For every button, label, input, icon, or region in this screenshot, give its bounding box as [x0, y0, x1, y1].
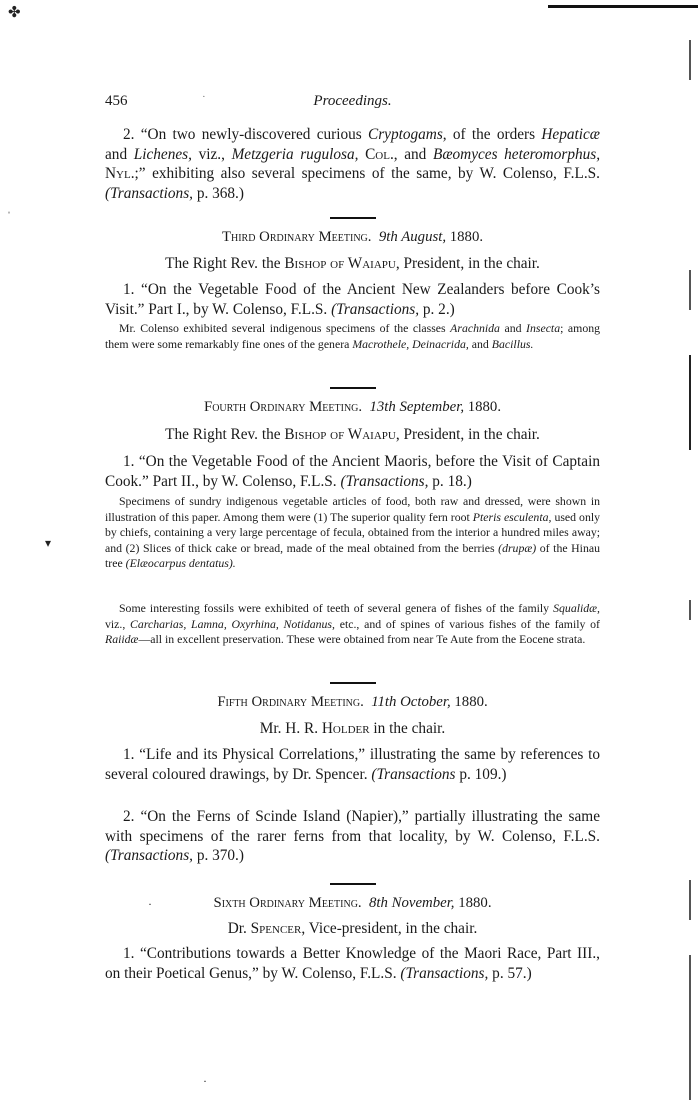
binding-shadow: [689, 955, 691, 1100]
fifth-meeting-item-1: 1. “Life and its Physical Correlations,” illustrating the same by references to several coloured drawings, by Dr. Spencer. (Transactions p. 109.): [105, 746, 600, 783]
third-meeting-note: Mr. Colenso exhibited several indigenous specimens of the classes Arachnida and Insecta; among them were some remarkably fine ones of the genera Macrothele, Deinacrida, and Bacillus.: [105, 321, 601, 351]
fifth-meeting-heading: Fifth Ordinary Meeting. 11th October, 1880.: [217, 694, 488, 710]
third-meeting-heading: Third Ordinary Meeting. 9th August, 1880.: [221, 229, 484, 245]
margin-speck-icon: ˈ: [7, 209, 11, 223]
running-title: Proceedings.: [313, 93, 392, 109]
binding-shadow: [689, 355, 691, 450]
section-rule: [105, 217, 600, 219]
fourth-meeting-heading: Fourth Ordinary Meeting. 13th September, 1880.: [203, 399, 502, 415]
corner-mark-icon: ✤: [8, 5, 21, 21]
binding-shadow: [689, 600, 691, 620]
fourth-meeting-note-2: Some interesting fossils were exhibited of teeth of several genera of fishes of the family Squalidæ, viz., Carcharias, Lamna, Oxyrhina, Notidanus, etc., and of spines of various fishes of the family of Raiidæ—all in excellent preservation. These were obtained from near Te Aute from the Eocene strata.: [105, 601, 600, 646]
third-meeting-chair: The Right Rev. the Bishop of Waiapu, President, in the chair.: [165, 255, 540, 272]
top-edge-rule: [548, 5, 698, 8]
margin-speck-icon: ·: [148, 897, 152, 911]
fifth-meeting-item-2: 2. “On the Ferns of Scinde Island (Napier),” partially illustrating the same with specimens of the rarer ferns from that locality, by W. Colenso, F.L.S. (Transactions, p. 370.): [105, 808, 600, 864]
page-number: 456: [105, 93, 128, 109]
margin-speck-icon: ▾: [45, 536, 52, 550]
fifth-meeting-chair: Mr. H. R. Holder in the chair.: [259, 720, 446, 737]
fourth-meeting-chair: The Right Rev. the Bishop of Waiapu, President, in the chair.: [165, 426, 540, 443]
third-meeting-item: 1. “On the Vegetable Food of the Ancient New Zealanders before Cook’s Visit.” Part I., by W. Colenso, F.L.S. (Transactions, p. 2.): [105, 281, 600, 318]
header-speck: ·: [202, 91, 206, 103]
sixth-meeting-item: 1. “Contributions towards a Better Knowledge of the Maori Race, Part III., on their Poetical Genus,” by W. Colenso, F.L.S. (Transactions, p. 57.): [105, 945, 600, 982]
margin-speck-icon: ·: [203, 1074, 207, 1088]
binding-shadow: [689, 270, 691, 310]
binding-shadow: [689, 880, 691, 920]
sixth-meeting-chair: Dr. Spencer, Vice-president, in the chair.: [227, 920, 478, 937]
fourth-meeting-item: 1. “On the Vegetable Food of the Ancient Maoris, before the Visit of Captain Cook.” Part II., by W. Colenso, F.L.S. (Transactions, p. 18.): [105, 453, 600, 490]
section-rule: [105, 387, 600, 389]
binding-shadow: [689, 40, 691, 80]
fourth-meeting-note-1: Specimens of sundry indigenous vegetable articles of food, both raw and dressed, were shown in illustration of this paper. Among them were (1) The superior quality fern root Pteris esculenta, used only by chiefs, containing a very large percentage of fecula, obtained from the interior a hundred miles away; and (2) Slices of thick cake or bread, made of the meal obtained from the berries (drupæ) of the Hinau tree (Elæocarpus dentatus).: [105, 494, 601, 570]
item-cryptogams: 2. “On two newly-discovered curious Cryptogams, of the orders Hepaticæ and Lichenes, viz., Metzgeria rugulosa, Col., and Bæomyces heteromorphus, Nyl.;” exhibiting also several specimens of the same, by W. Colenso, F.L.S. (Transactions, p. 368.): [105, 126, 601, 202]
section-rule: [105, 883, 600, 885]
section-rule: [105, 682, 600, 684]
sixth-meeting-heading: Sixth Ordinary Meeting. 8th November, 1880.: [213, 895, 492, 911]
